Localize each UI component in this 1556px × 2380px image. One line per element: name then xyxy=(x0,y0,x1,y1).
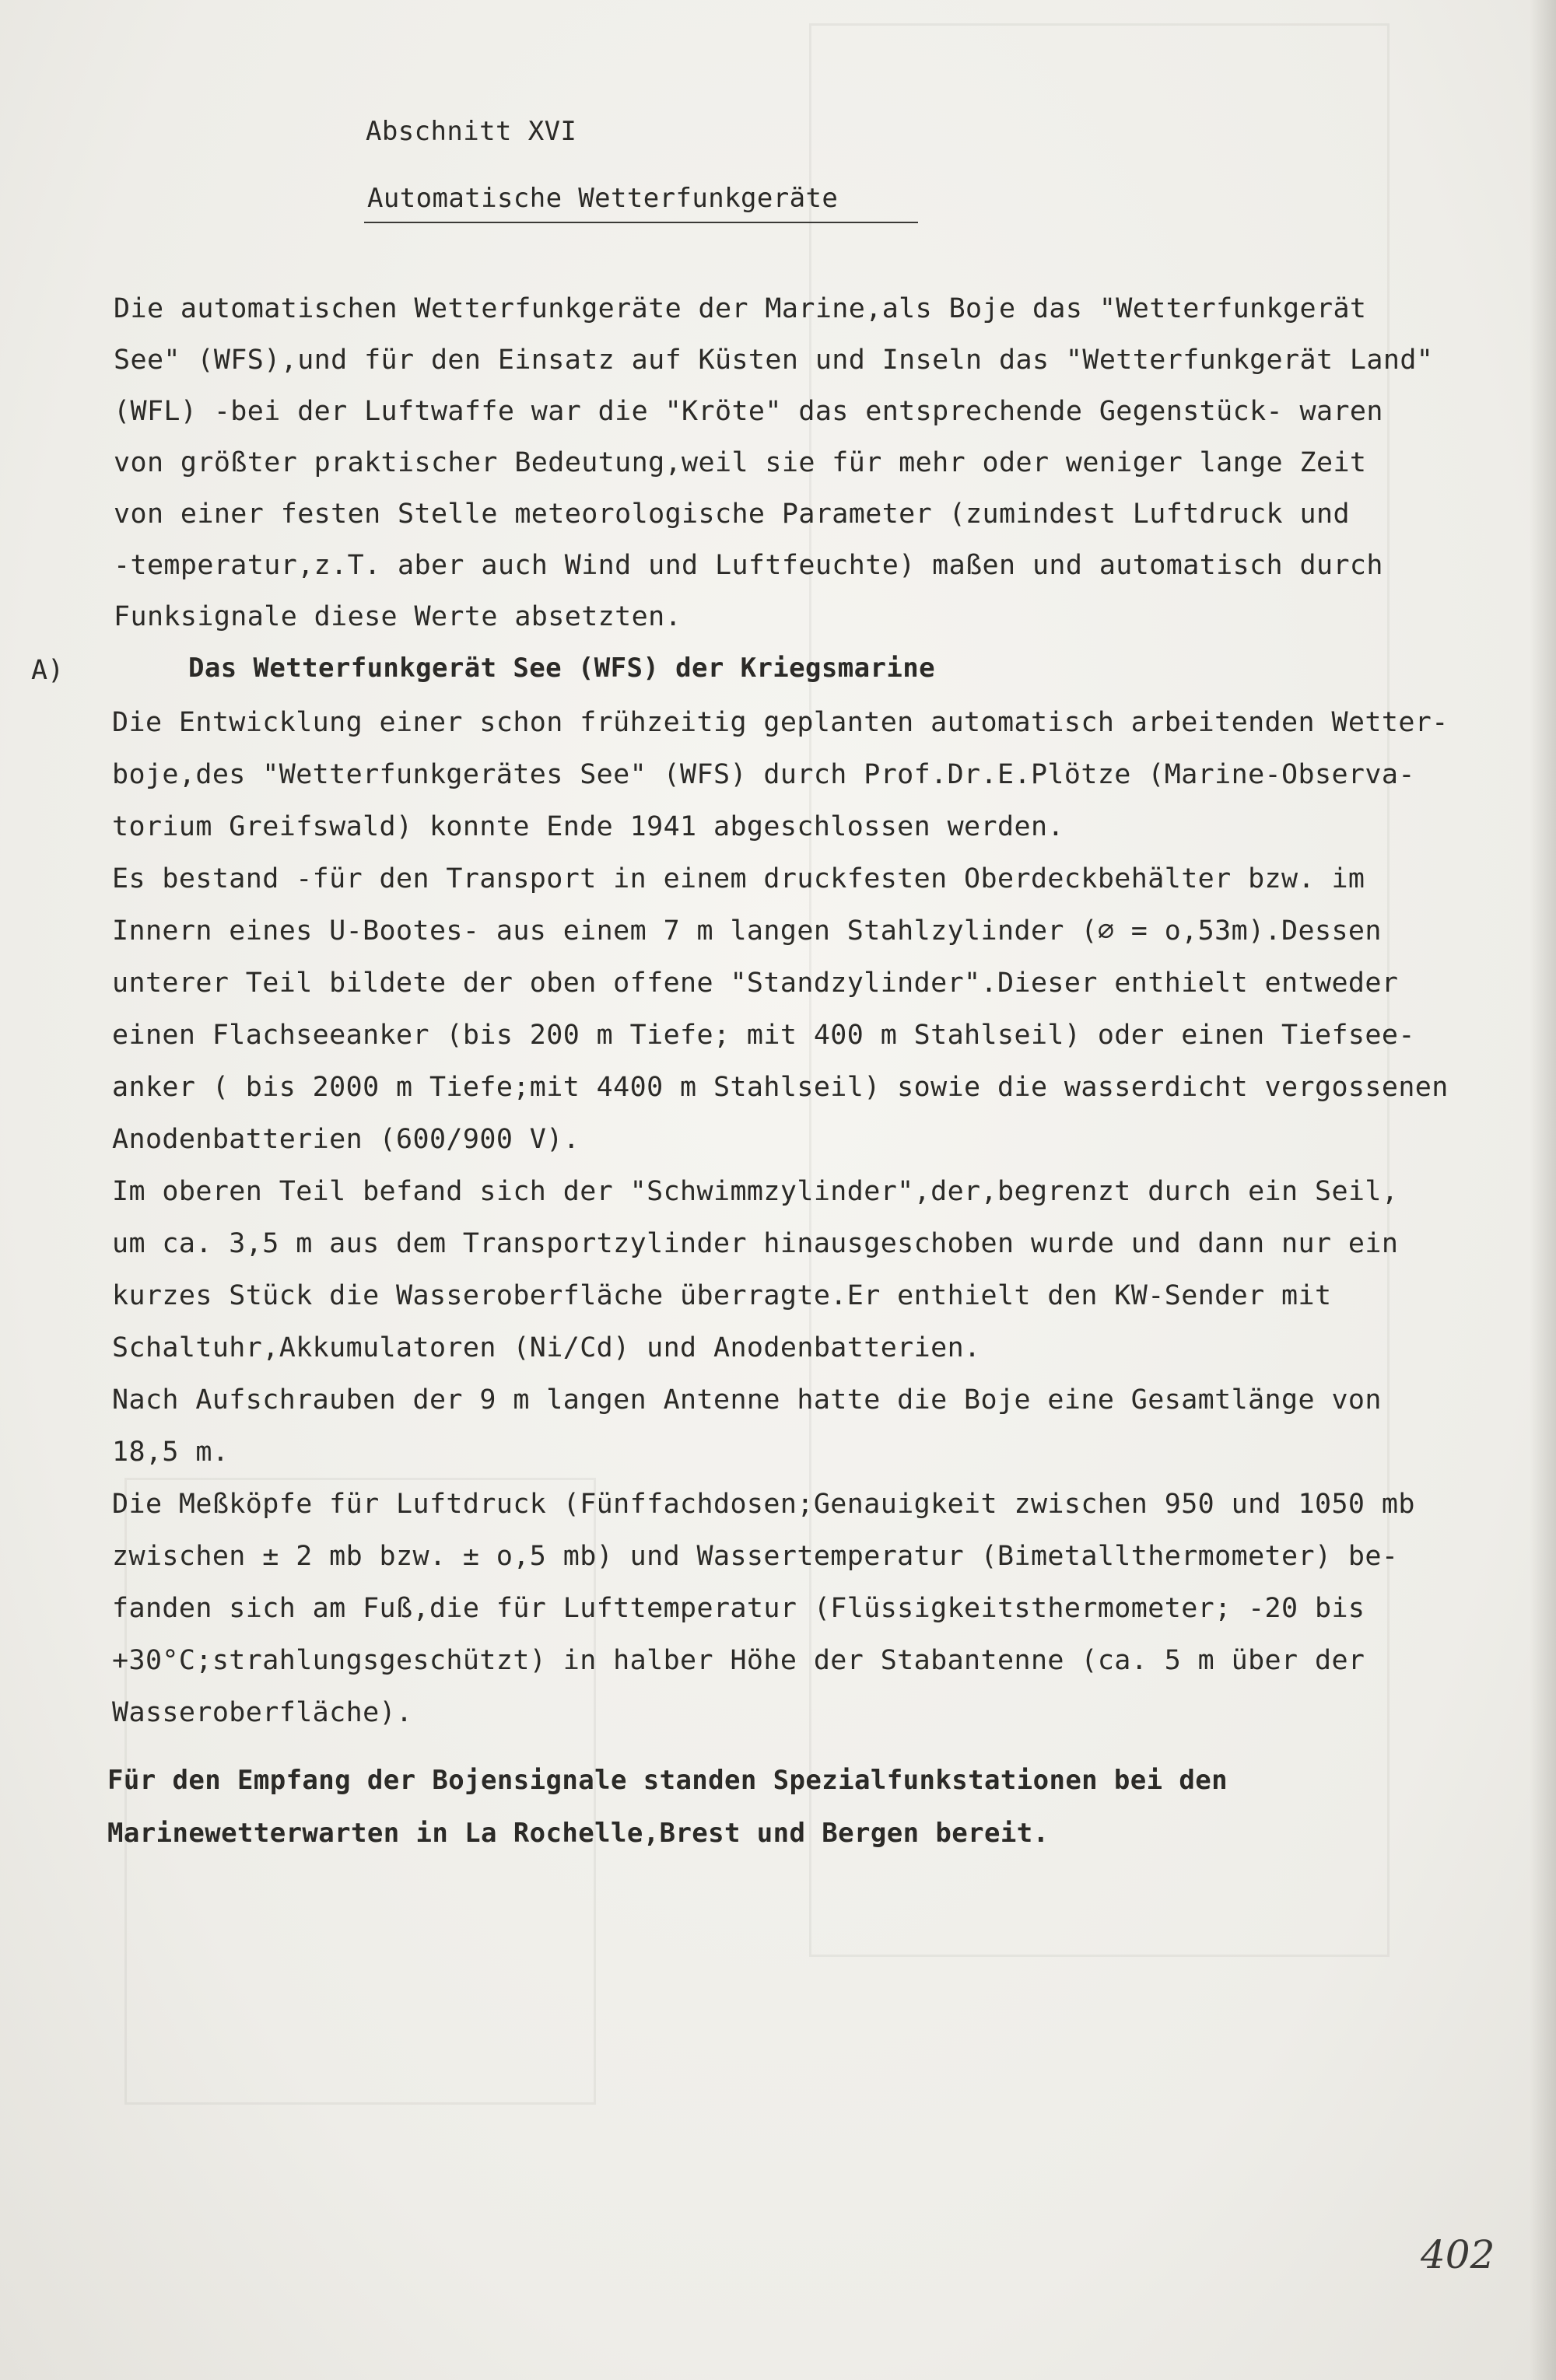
intro-line: Funksignale diese Werte absetzten. xyxy=(114,601,682,632)
body-line: Schaltuhr,Akkumulatoren (Ni/Cd) und Anodenbatterien. xyxy=(112,1332,981,1363)
page-edge-shadow xyxy=(1530,0,1556,2380)
body-line: anker ( bis 2000 m Tiefe;mit 4400 m Stahlseil) sowie die wasserdicht vergossenen xyxy=(112,1072,1449,1103)
body-line: Im oberen Teil befand sich der "Schwimmzylinder",der,begrenzt durch ein Seil, xyxy=(112,1176,1399,1207)
subsection-title: Das Wetterfunkgerät See (WFS) der Kriegsmarine xyxy=(188,653,936,684)
intro-line: Die automatischen Wetterfunkgeräte der Marine,als Boje das "Wetterfunkgerät xyxy=(114,293,1367,324)
intro-line: (WFL) -bei der Luftwaffe war die "Kröte" das entsprechende Gegenstück- waren xyxy=(114,396,1383,427)
subsection-marker: A) xyxy=(31,655,65,686)
page-title: Automatische Wetterfunkgeräte xyxy=(367,183,839,214)
body-line: fanden sich am Fuß,die für Lufttemperatur (Flüssigkeitsthermometer; -20 bis xyxy=(112,1593,1365,1624)
body-line: Wasseroberfläche). xyxy=(112,1697,413,1728)
intro-line: See" (WFS),und für den Einsatz auf Küsten und Inseln das "Wetterfunkgerät Land" xyxy=(114,345,1434,376)
body-line: um ca. 3,5 m aus dem Transportzylinder hinausgeschoben wurde und dann nur ein xyxy=(112,1228,1399,1259)
body-line: Es bestand -für den Transport in einem druckfesten Oberdeckbehälter bzw. im xyxy=(112,863,1365,894)
section-label: Abschnitt XVI xyxy=(366,116,577,147)
intro-line: -temperatur,z.T. aber auch Wind und Luftfeuchte) maßen und automatisch durch xyxy=(114,550,1383,581)
title-underline xyxy=(364,222,918,223)
body-line: +30°C;strahlungsgeschützt) in halber Höhe der Stabantenne (ca. 5 m über der xyxy=(112,1645,1365,1676)
body-line: Nach Aufschrauben der 9 m langen Antenne hatte die Boje eine Gesamtlänge von xyxy=(112,1384,1382,1416)
body-line: Die Meßköpfe für Luftdruck (Fünffachdosen;Genauigkeit zwischen 950 und 1050 mb xyxy=(112,1489,1415,1520)
body-line: kurzes Stück die Wasseroberfläche überragte.Er enthielt den KW-Sender mit xyxy=(112,1280,1332,1311)
intro-line: von größter praktischer Bedeutung,weil sie für mehr oder weniger lange Zeit xyxy=(114,447,1367,478)
body-line: Innern eines U-Bootes- aus einem 7 m langen Stahlzylinder (⌀ = o,53m).Dessen xyxy=(112,915,1382,947)
closing-line: Marinewetterwarten in La Rochelle,Brest und Bergen bereit. xyxy=(107,1818,1050,1849)
body-line: Anodenbatterien (600/900 V). xyxy=(112,1124,580,1155)
closing-line: Für den Empfang der Bojensignale standen Spezialfunkstationen bei den xyxy=(107,1765,1228,1796)
page-number: 402 xyxy=(1421,2232,1495,2277)
body-line: 18,5 m. xyxy=(112,1437,230,1468)
body-line: einen Flachseeanker (bis 200 m Tiefe; mit 400 m Stahlseil) oder einen Tiefsee- xyxy=(112,1020,1415,1051)
body-line: zwischen ± 2 mb bzw. ± o,5 mb) und Wassertemperatur (Bimetallthermometer) be- xyxy=(112,1541,1399,1572)
body-line: unterer Teil bildete der oben offene "Standzylinder".Dieser enthielt entweder xyxy=(112,968,1399,999)
body-line: Die Entwicklung einer schon frühzeitig geplanten automatisch arbeitenden Wetter- xyxy=(112,707,1449,738)
body-line: torium Greifswald) konnte Ende 1941 abgeschlossen werden. xyxy=(112,811,1064,842)
intro-line: von einer festen Stelle meteorologische Parameter (zumindest Luftdruck und xyxy=(114,499,1350,530)
body-line: boje,des "Wetterfunkgerätes See" (WFS) durch Prof.Dr.E.Plötze (Marine-Observa- xyxy=(112,759,1415,790)
